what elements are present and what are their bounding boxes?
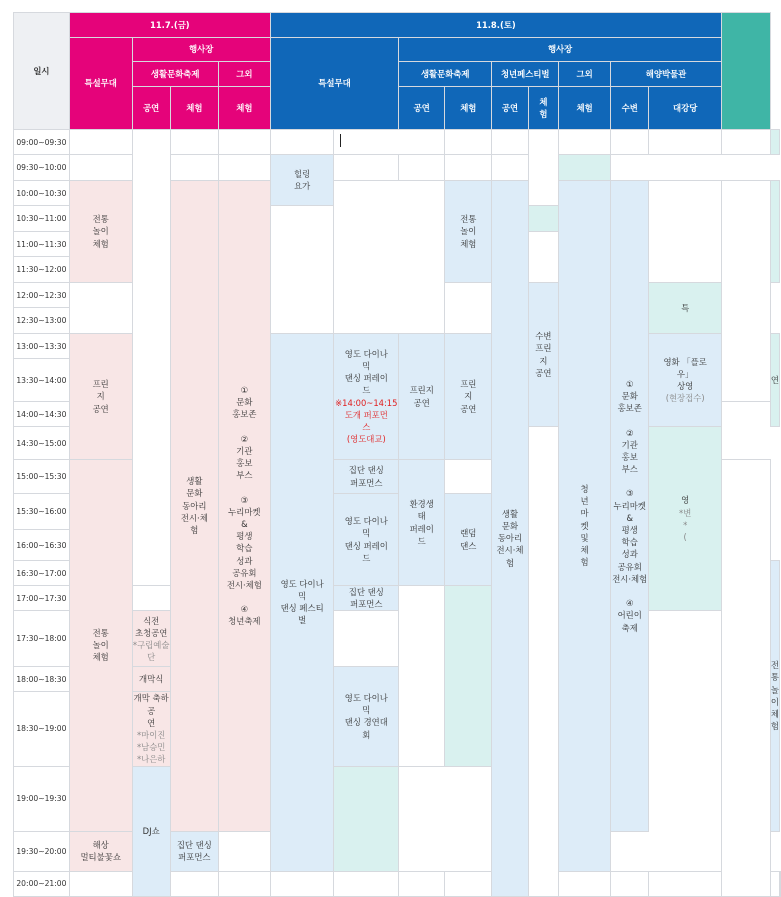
empty-cell [445,283,492,334]
empty-cell [170,130,218,155]
time-slot: 15:30~16:00 [14,494,70,530]
day2-museum-header: 해양박물관 [611,62,722,87]
event-label: 영도 다이나 믹 댄싱 페스티 벌 [280,578,324,626]
event-label: 연 [770,374,779,385]
day1-event-hall-header: 행사장 [132,38,270,62]
event-d2-youth-market [559,181,611,872]
empty-cell [649,181,722,283]
event-label: ① 문화 홍보존 ② 기관 홍보 부스 ③ 누리마켓 & 평생 학습 성과 공유회 전시·체험 ④ 어린이 축제 [612,378,648,633]
event-d2-eco-parade [399,460,445,586]
empty-cell [721,181,770,402]
time-slot: 11:00~11:30 [14,232,70,257]
empty-cell [559,155,611,181]
empty-cell [445,460,492,494]
event-label: 프린 지 공연 [92,379,109,414]
empty-cell [270,130,334,155]
day1-festival-header: 생활문화축제 [132,62,218,87]
empty-cell [69,871,132,896]
event-label: 프린지 공연 [409,385,434,408]
event-d2-movie [649,334,722,427]
empty-cell [334,766,399,871]
empty-cell [334,871,399,896]
empty-cell [721,460,770,897]
day1-header: 11.7.(금) [69,13,270,38]
empty-cell [770,871,779,896]
text-cursor [340,134,341,147]
event-label: ① 문화 홍보존 ② 기관 홍보 부스 ③ 누리마켓 & 평생 학습 성과 공유회 전시·체험 ④ 청년축제 [226,384,262,627]
day2-suhyun-header: 수변 [611,87,649,130]
empty-cell [270,206,334,334]
empty-cell [170,871,218,896]
time-slot: 10:30~11:00 [14,206,70,232]
empty-cell [218,130,270,155]
empty-cell [780,871,781,896]
event-d2-waterside-fringe [528,283,558,427]
event-d1-club-exhibit [170,181,218,832]
event-d2-dance-contest [334,667,399,766]
time-slot: 19:30~20:00 [14,831,70,871]
empty-cell [218,155,270,181]
day3-header [721,13,770,130]
event-d3-partial1 [649,283,722,334]
day1-others-header: 그외 [218,62,270,87]
time-slot: 17:00~17:30 [14,586,70,611]
event-label: 영도 다이나 믹 댄싱 경연대 회 [344,693,388,740]
event-label: 전통 놀이 체험 [92,214,109,249]
empty-cell [770,181,779,283]
event-label: 영도 다이나 믹 댄싱 퍼레이 드 [344,516,388,563]
time-slot: 09:30~10:00 [14,155,70,181]
event-d1-marine-fireworks [69,831,132,871]
empty-cell [399,586,445,767]
day2-others-header: 그외 [559,62,611,87]
event-d2-club-exhibit [492,181,528,897]
event-d1-fringe [69,334,132,460]
empty-cell [528,427,558,897]
event-label: 집단 댄싱 퍼포먼스 [348,587,384,610]
time-slot: 17:30~18:00 [14,611,70,667]
empty-cell [270,871,334,896]
time-slot: 19:00~19:30 [14,766,70,831]
event-label: 랜덤 댄스 [460,528,477,551]
event-label: 집단 댄싱 퍼포먼스 [176,839,212,862]
event-d2-fringe [399,334,445,460]
empty-cell [492,130,528,155]
event-d1-others-list [218,181,270,832]
time-slot: 09:00~09:30 [14,130,70,155]
day2-festival-header: 생활문화축제 [399,62,492,87]
event-label: 식전 초청공연 [134,615,168,638]
time-slot: 18:00~18:30 [14,667,70,692]
day1-festival-perf-header: 공연 [132,87,170,130]
empty-cell [170,155,218,181]
event-note: *변 [679,507,692,518]
day2-youth-fest-header: 청년페스티벌 [492,62,559,87]
empty-cell [559,871,611,896]
time-slot: 10:00~10:30 [14,181,70,206]
empty-cell [334,155,399,181]
time-slot: 15:00~15:30 [14,460,70,494]
time-slot: 18:30~19:00 [14,692,70,766]
event-d2-dj-show [132,766,170,896]
day1-festival-exp-header: 체험 [170,87,218,130]
event-note: *구립예술단 [132,639,170,663]
empty-cell [218,871,270,896]
empty-cell [132,586,170,611]
event-note: ※14:00~14:15 도개 퍼포먼 스 (영도대교) [335,397,398,445]
empty-cell [69,130,132,155]
empty-cell [559,130,611,155]
empty-cell [721,130,770,155]
event-label: 수변 프린 지 공연 [535,331,552,378]
empty-cell [528,206,558,232]
event-label: 영화 「플로 우」 상영 [663,356,707,391]
schedule-table [13,12,781,897]
event-label: 전통 놀이 체험 [92,627,109,663]
event-d2-traditional-play2 [770,561,779,832]
event-label: DJ쇼 [142,825,160,836]
event-d2-random-dance [445,494,492,586]
event-label: 집단 댄싱 퍼포먼스 [348,465,384,488]
day2-youth-perf-header: 공연 [492,87,528,130]
day2-auditorium-header: 대강당 [649,87,722,130]
event-label: 개막 축하공 연 [133,693,169,728]
event-d2-group-dance3 [170,831,218,871]
time-slot: 13:00~13:30 [14,334,70,359]
event-label: 해상 멀티불꽃쇼 [80,839,121,862]
day1-others-exp-header: 체험 [218,87,270,130]
empty-cell [399,155,445,181]
day2-event-hall-header: 행사장 [399,38,722,62]
event-label: 특 [681,302,690,313]
time-slot: 16:30~17:00 [14,561,70,586]
time-slot: 14:00~14:30 [14,402,70,427]
event-label: 청 년 마 켓 및 체 험 [580,484,589,568]
event-d1-opening-invite [132,611,170,667]
event-d1-opening-celebration [132,692,170,766]
event-label: 전통 놀이 체험 [770,660,779,732]
empty-cell [611,871,649,896]
empty-cell [528,130,558,206]
event-d2-group-dance1 [334,460,399,494]
time-slot: 12:00~12:30 [14,283,70,308]
empty-cell [399,871,445,896]
event-d2-dance-fest [270,334,334,872]
event-d2-youth-fringe [445,334,492,460]
event-note: ( [683,531,687,542]
event-d2-others-list [611,181,649,832]
time-slot: 13:30~14:00 [14,359,70,402]
event-label: 생활 문화 동아리 전시·체 험 [180,476,208,536]
time-slot: 14:30~15:00 [14,427,70,460]
event-label: 전통 놀이 체험 [460,214,477,249]
time-slot: 11:30~12:00 [14,257,70,283]
empty-cell [492,155,528,181]
empty-cell [132,130,170,586]
empty-cell [445,871,492,896]
empty-cell [649,871,722,896]
empty-cell [770,130,779,155]
empty-cell [69,283,132,334]
time-slot: 12:30~13:00 [14,308,70,334]
event-d2-healing-yoga [270,155,334,206]
event-label: 프린 지 공연 [460,379,477,414]
event-d1-traditional-play [69,181,132,283]
day2-festival-exp-header: 체험 [445,87,492,130]
event-label: 영도 다이나 믹 댄싱 퍼레이 드 [344,348,388,396]
empty-cell [611,130,649,155]
empty-cell [649,130,722,155]
empty-cell [334,181,445,334]
empty-cell [445,130,492,155]
event-d3-partial2 [770,334,779,427]
day2-youth-exp-header: 체 험 [528,87,558,130]
empty-cell [69,155,132,181]
event-note: * [683,519,688,530]
empty-cell [445,155,492,181]
event-label: 영 [681,495,690,506]
day2-festival-perf-header: 공연 [399,87,445,130]
event-label: 환경생 태 퍼레이 드 [409,499,434,546]
empty-cell [334,130,445,155]
event-label: 개막식 [139,674,164,685]
event-d2-traditional-play [445,181,492,283]
event-label: 힐링 요가 [294,168,311,191]
event-d1-traditional-play2 [69,460,132,832]
event-note: (현장접수) [665,393,705,404]
event-note: *마이진 *남승민 *나은하 [136,729,166,765]
empty-cell [445,586,492,767]
time-slot: 20:00~21:00 [14,871,70,896]
event-d3-partial3 [649,427,722,611]
day2-special-stage-header: 특설무대 [270,38,398,130]
event-d2-group-dance2 [334,586,399,611]
event-d2-dance-parade2 [334,494,399,586]
event-d2-dance-parade1 [334,334,399,460]
time-header: 일시 [14,13,70,130]
day1-special-stage-header: 특설무대 [69,38,132,130]
event-label: 생활 문화 동아리 전시·체 험 [496,508,524,568]
day2-header: 11.8.(토) [270,13,721,38]
day2-others-exp-header: 체험 [559,87,611,130]
time-slot: 16:00~16:30 [14,530,70,561]
event-d1-opening [132,667,170,692]
